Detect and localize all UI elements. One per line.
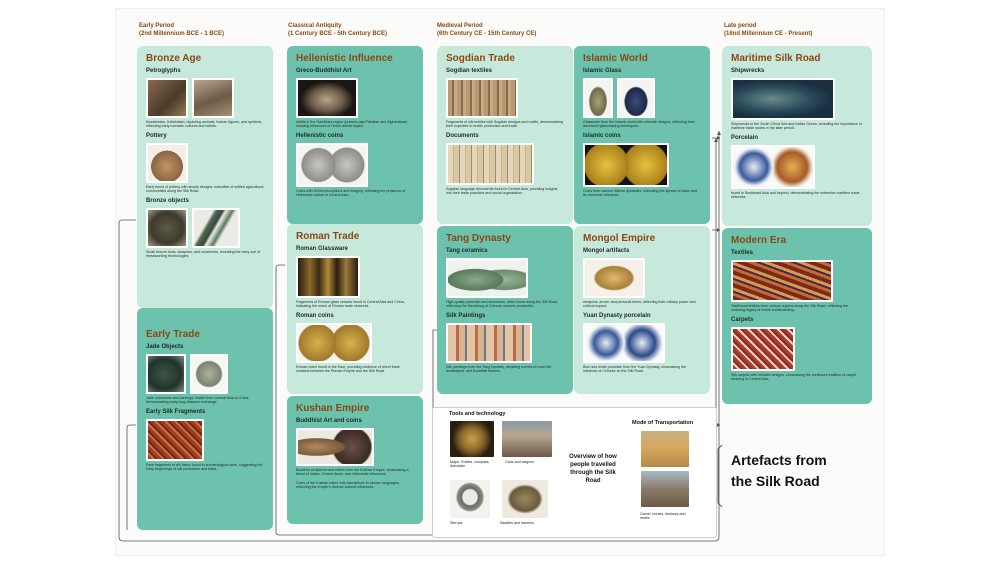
shipwreck-image	[731, 78, 835, 120]
silk-fragment-image	[146, 419, 204, 461]
section-text: High-quality porcelain and stoneware, often found along the Silk Road, reflecting the flourishing of Chinese ceramic production.	[446, 300, 559, 309]
card-title: Mongol Empire	[583, 233, 656, 244]
carts-image	[502, 421, 552, 457]
image-row	[146, 78, 264, 118]
main-title-line: the Silk Road	[731, 473, 820, 489]
section-title: Textiles	[731, 250, 753, 256]
section-title: Jade Objects	[146, 344, 184, 350]
islamic-coins-image	[583, 143, 669, 187]
section-title: Silk Paintings	[446, 312, 486, 319]
period-classical	[288, 22, 387, 38]
card-early-trade[interactable]	[137, 308, 273, 530]
section-text: Silk paintings from the Tang Dynasty, depicting scenes of court life, landscapes, and Buddhist themes.	[446, 364, 553, 374]
section-text: Jade ornaments and carvings, traded from Central Asia to China, demonstrating early long-distance exchange.	[146, 396, 250, 405]
tools-title: Tools and technology	[449, 411, 506, 417]
petroglyph-image	[192, 78, 234, 118]
silk-paintings-image	[446, 323, 532, 363]
section-text: Kazakhstan, Uzbekistan, depicting animals, human figures, and symbols, reflecting early nomadic cultures and beliefs.	[146, 120, 263, 129]
section-title: Sogdian textiles	[446, 68, 493, 74]
period-range: (2nd Millennium BCE - 1 BCE)	[139, 31, 225, 37]
section-title: Petroglyphs	[146, 68, 181, 74]
card-roman-trade[interactable]	[287, 224, 423, 394]
sogdian-documents-image	[446, 143, 534, 185]
bronze-image	[146, 208, 188, 248]
section-text: Roman coins found in the East, providing evidence of direct trade contacts between the Roman Empire and the Silk Road.	[296, 364, 400, 374]
main-title	[731, 450, 827, 492]
section-text: Coins with Greek inscriptions and imagery, reflecting the presence of Hellenistic culture in Central Asia.	[296, 188, 406, 198]
tang-ceramics-image	[446, 258, 528, 298]
transport-caption: Camel, horses, donkeys and mules	[640, 512, 686, 521]
period-medieval	[437, 22, 536, 38]
card-title: Maritime Silk Road	[731, 53, 821, 64]
saddles-caption: Saddles and harness	[500, 521, 534, 525]
period-early	[139, 22, 224, 38]
section-title: Documents	[446, 132, 479, 139]
mongol-artifacts-image	[583, 258, 645, 298]
section-text: Small bronze tools, weapons, and ornaments, revealing the early use of metalworking technologies.	[146, 249, 261, 259]
card-sogdian[interactable]	[437, 46, 573, 224]
card-islamic[interactable]	[574, 46, 710, 224]
period-name: Classical Antiquity	[288, 23, 342, 29]
section-text: found in Southeast Asia and beyond, demonstrating the extensive maritime trade networks.	[731, 190, 860, 200]
card-title: Hellenistic Influence	[296, 53, 393, 64]
islamic-glass-image	[617, 78, 655, 118]
bronze-image	[192, 208, 240, 248]
section-title: Islamic Glass	[583, 68, 622, 74]
period-range: (1 Century BCE - 5th Century BCE)	[288, 31, 388, 37]
period-name: Early Period	[139, 23, 175, 29]
maps-compass-image	[450, 421, 494, 457]
period-name: Late period	[724, 23, 757, 29]
section-title: Roman Glassware	[296, 246, 349, 252]
section-title: Tang ceramics	[446, 248, 488, 254]
section-text: Traditional textiles from various regions along the Silk Road, reflecting the enduring legacy of textile craftsmanship.	[731, 304, 849, 313]
sogdian-textile-image	[446, 78, 518, 118]
card-title: Islamic World	[583, 53, 648, 64]
card-modern[interactable]	[722, 228, 872, 404]
card-title: Tang Dynasty	[446, 233, 511, 244]
yuan-porcelain-image	[583, 323, 665, 363]
petroglyph-image	[146, 78, 188, 118]
pottery-image	[146, 143, 188, 183]
camel-image	[641, 431, 689, 467]
period-range: (16nd Millennium CE - Present)	[724, 31, 813, 37]
section-text: Sogdian language documents found in Central Asia, providing insights into their trade practices and social organization.	[446, 186, 558, 196]
card-title: Early Trade	[146, 329, 200, 340]
section-text: Silk carpets with intricate designs, showcasing the continued tradition of carpet weaving in Central Asia.	[731, 372, 857, 382]
roman-glass-image	[296, 256, 360, 298]
card-hellenistic[interactable]	[287, 46, 423, 224]
transport-title: Mode of Transportation	[632, 420, 694, 426]
stirrups-image	[450, 480, 490, 518]
overview-label: Overview of how people travelled through the Silk Road	[569, 454, 617, 484]
section-title: Hellenistic coins	[296, 132, 344, 139]
period-late	[724, 22, 812, 38]
roman-coins-image	[296, 323, 372, 363]
card-bronze-age[interactable]	[137, 46, 273, 308]
section-text: Coins from various Islamic dynasties, indicating the spread of Islam and its economic influence.	[583, 188, 698, 198]
section-text: Early forms of pottery with simple designs, indicative of settled agricultural communities along the Silk Road.	[146, 184, 264, 194]
main-title-line: Artefacts from	[731, 452, 827, 468]
card-tang[interactable]	[437, 226, 573, 394]
saddles-image	[502, 480, 548, 518]
kushan-art-image	[296, 428, 374, 466]
section-title: Porcelain	[731, 134, 759, 141]
section-text: Fragments of Roman glass vessels found in Central Asia and China, indicating the reach of Roman trade networks.	[296, 300, 405, 309]
horses-image	[641, 471, 689, 507]
section-title: Pottery	[146, 132, 167, 139]
connector-early-trade	[127, 425, 136, 530]
section-title: Carpets	[731, 316, 754, 323]
jade-image	[190, 354, 228, 394]
stirrups-caption: Stirrups	[450, 521, 463, 525]
card-title: Modern Era	[731, 235, 787, 246]
islamic-glass-image	[583, 78, 613, 118]
section-title: Mongol artifacts	[583, 248, 630, 254]
card-title: Kushan Empire	[296, 403, 370, 414]
modern-textiles-image	[731, 260, 833, 302]
maritime-porcelain-image	[731, 145, 815, 189]
greco-buddhist-image	[296, 78, 358, 118]
section-text: weapons, armor, and personal items, reflecting their military power and cultural impact.	[583, 300, 696, 309]
section-text: Blue and white porcelain from the Yuan Dynasty, showcasing the influence of Chinese on the Silk Road.	[583, 364, 686, 374]
section-text: Glassware from the Islamic world with intricate designs, reflecting their advanced glassmaking techniques.	[583, 120, 695, 129]
card-title: Sogdian Trade	[446, 53, 515, 64]
maps-caption: Maps, Guides, compass, Astrolabe	[450, 460, 490, 469]
section-title: Greco-Buddhist Art	[296, 68, 352, 74]
card-mongol[interactable]	[574, 226, 710, 394]
section-text: Buddhist sculptures and reliefs from the Kushan Empire, showcasing a blend of Indian, Central Asian, and Hellenistic influences.	[296, 468, 409, 477]
carts-caption: Carts and wagons	[505, 460, 534, 464]
period-range: (6th Century CE - 15th Century CE)	[437, 31, 537, 37]
section-text: Shipwrecks in the South China Sea and Indian Ocean, revealing the importance of maritime trade routes in the later period.	[731, 122, 863, 131]
section-title: Bronze objects	[146, 197, 190, 204]
section-title: Buddhist Art and coins	[296, 418, 362, 424]
section-text: Fragments of silk textiles with Sogdian designs and motifs, demonstrating their expertise in textile production and trade.	[446, 120, 563, 129]
section-title: Early Silk Fragments	[146, 408, 206, 415]
jade-image	[146, 354, 186, 394]
card-title: Roman Trade	[296, 231, 360, 242]
section-title: Islamic coins	[583, 132, 621, 139]
section-text: reliefs in the Gandhara region (present-day Pakistan and Afghanistan) showing influences of Greek artistic styles.	[296, 120, 408, 129]
card-maritime[interactable]	[722, 46, 872, 226]
section-title: Yuan Dynasty porcelain	[583, 312, 651, 319]
hellenistic-coins-image	[296, 143, 368, 187]
section-title: Shipwrecks	[731, 68, 765, 74]
card-kushan[interactable]	[287, 396, 423, 524]
carpets-image	[731, 327, 795, 371]
section-title: Roman coins	[296, 312, 334, 319]
period-name: Medieval Period	[437, 23, 483, 29]
section-text: Coins of the Kushan rulers with inscriptions in various languages, reflecting the empire's diverse cultural influences.	[296, 480, 400, 490]
card-title: Bronze Age	[146, 53, 202, 64]
section-text: Rare fragments of silk fabric found in archaeological sites, suggesting the early beginnings of silk production and trade.	[146, 462, 263, 472]
